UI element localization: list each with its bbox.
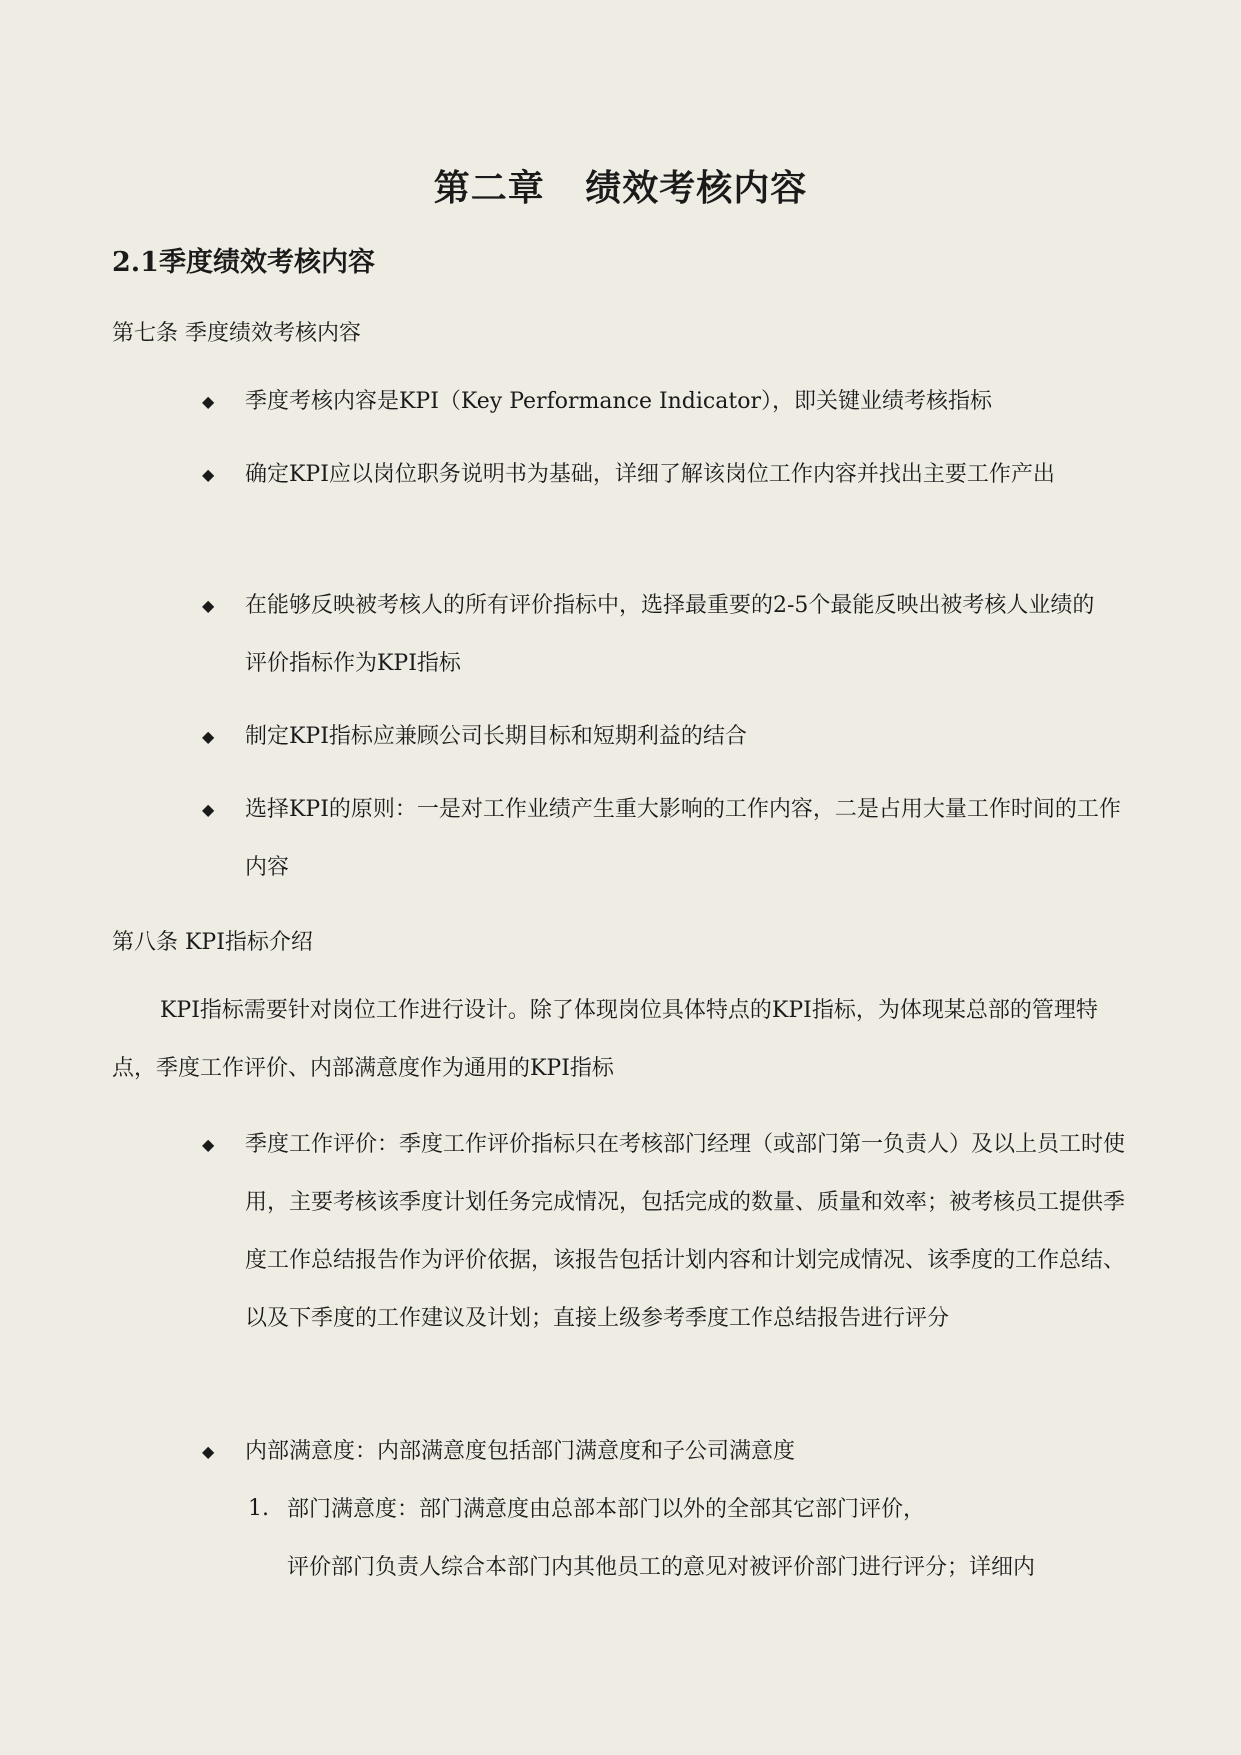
article-7-item-4: 制定KPI指标应兼顾公司长期目标和短期利益的结合 [245, 724, 747, 749]
sub-item-1-line-2: 评价部门负责人综合本部门内其他员工的意见对被评价部门进行评分；详细内 [287, 1555, 1036, 1580]
bullet-diamond-icon: ◆ [202, 800, 215, 819]
article-7-item-3: 在能够反映被考核人的所有评价指标中，选择最重要的2-5个最能反映出被考核人业绩的评价指标作为KPI指标 [245, 593, 1095, 676]
article-8-item-1: 季度工作评价：季度工作评价指标只在考核部门经理（或部门第一负责人）及以上员工时使用，主要考核该季度计划任务完成情况，包括完成的数量、质量和效率；被考核员工提供季度工作总结报告作为评价依据，该报告包括计划内容和计划完成情况、该季度的工作总结、以及下季度的工作建议及计划；直接上级参考季度工作总结报告进行评分 [245, 1132, 1126, 1331]
sub-item-1-line-1: 部门满意度：部门满意度由总部本部门以外的全部其它部门评价， [287, 1497, 926, 1522]
chapter-title: 第二章 绩效考核内容 [433, 167, 808, 209]
bullet-diamond-icon: ◆ [202, 1442, 215, 1461]
bullet-diamond-icon: ◆ [202, 392, 215, 411]
list-number: 1. [248, 1496, 269, 1521]
article-7-item-2: 确定KPI应以岗位职务说明书为基础，详细了解该岗位工作内容并找出主要工作产出 [245, 462, 1055, 487]
bullet-diamond-icon: ◆ [202, 727, 215, 746]
bullet-diamond-icon: ◆ [202, 596, 215, 615]
article-7-title: 第七条 季度绩效考核内容 [112, 321, 361, 346]
article-7-item-1: 季度考核内容是KPI（Key Performance Indicator），即关键业绩考核指标 [245, 389, 992, 414]
section-title: 2.1季度绩效考核内容 [112, 247, 375, 278]
bullet-diamond-icon: ◆ [202, 465, 215, 484]
article-7-item-5: 选择KPI的原则：一是对工作业绩产生重大影响的工作内容，二是占用大量工作时间的工作内容 [245, 797, 1121, 880]
article-8-item-2: 内部满意度：内部满意度包括部门满意度和子公司满意度 [245, 1439, 796, 1464]
article-8-intro: KPI指标需要针对岗位工作进行设计。除了体现岗位具体特点的KPI指标，为体现某总部的管理特点，季度工作评价、内部满意度作为通用的KPI指标 [112, 998, 1098, 1081]
article-8-title: 第八条 KPI指标介绍 [112, 930, 313, 955]
bullet-diamond-icon: ◆ [202, 1135, 215, 1154]
